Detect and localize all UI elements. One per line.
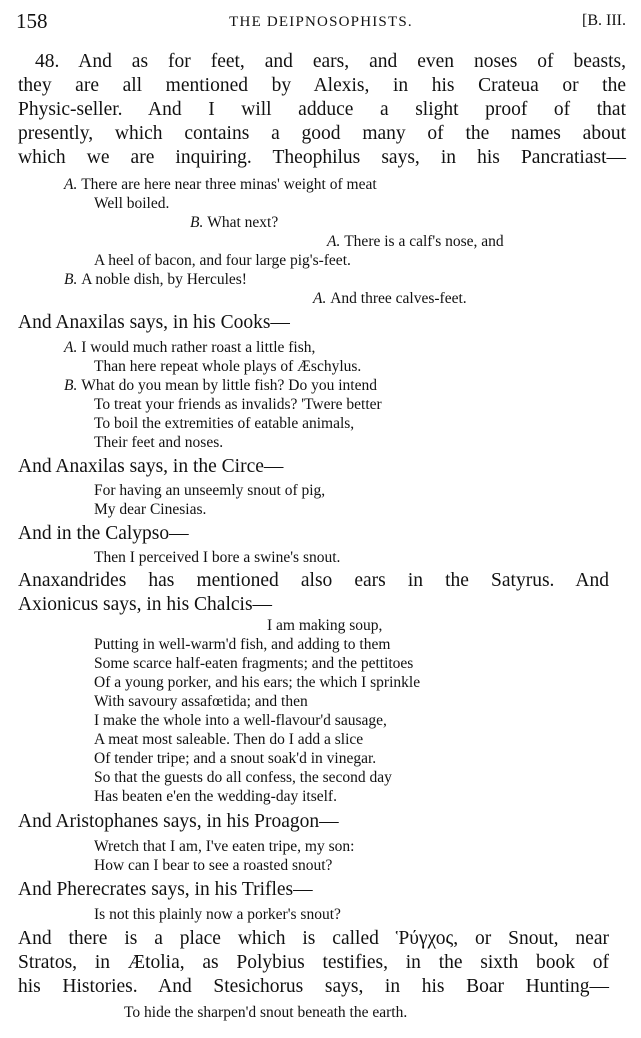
verse1-line4	[327, 232, 504, 252]
verse-text: What next?	[207, 214, 279, 231]
intro-pherecrates: And Pherecrates says, in his Trifles—	[18, 879, 313, 900]
verse5-line4: Of a young porker, and his ears; the which I sprinkle	[94, 674, 421, 691]
speaker-label: A.	[327, 233, 341, 250]
verse2-line2: Than here repeat whole plays of Æschylus.	[94, 358, 362, 375]
verse-text: There are here near three minas' weight of meat	[81, 176, 377, 193]
verse5-line2: Putting in well-warm'd fish, and adding to them	[94, 636, 391, 653]
verse4-line1: Then I perceived I bore a swine's snout.	[94, 549, 341, 566]
verse1-line7	[313, 289, 467, 309]
running-title: THE DEIPNOSOPHISTS.	[229, 14, 413, 30]
verse8-line1: To hide the sharpen'd snout beneath the earth.	[124, 1004, 408, 1021]
verse5-line3: Some scarce half-eaten fragments; and the pettitoes	[94, 655, 414, 672]
para1-line3: Physic-seller. And I will adduce a slight proof of that	[18, 99, 626, 120]
para8-line1: And there is a place which is called Ῥύγχος, or Snout, near	[18, 928, 609, 949]
para8-line3: his Histories. And Stesichorus says, in his Boar Hunting—	[18, 976, 609, 997]
verse2-line1	[64, 338, 315, 358]
speaker-label: A.	[64, 176, 78, 193]
verse2-line4: To treat your friends as invalids? 'Twere better	[94, 396, 382, 413]
speaker-label: B.	[190, 214, 204, 231]
verse5-line5: With savoury assafœtida; and then	[94, 693, 308, 710]
para5-line1: Anaxandrides has mentioned also ears in the Satyrus. And	[18, 570, 609, 591]
verse7-line1: Is not this plainly now a porker's snout?	[94, 906, 341, 923]
para1-line4: presently, which contains a good many of the names about	[18, 123, 626, 144]
verse5-line10: Has beaten e'en the wedding-day itself.	[94, 788, 337, 805]
intro-anaxilas-cooks: And Anaxilas says, in his Cooks—	[18, 312, 290, 333]
verse5-line8: Of tender tripe; and a snout soak'd in vinegar.	[94, 750, 377, 767]
intro-calypso: And in the Calypso—	[18, 523, 189, 544]
page-number: 158	[16, 9, 48, 33]
verse5-line9: So that the guests do all confess, the second day	[94, 769, 392, 786]
verse3-line2: My dear Cinesias.	[94, 501, 207, 518]
verse-text: What do you mean by little fish? Do you intend	[81, 377, 377, 394]
speaker-label: A.	[64, 339, 78, 356]
verse2-line6: Their feet and noses.	[94, 434, 224, 451]
running-header	[16, 9, 626, 35]
intro-aristophanes: And Aristophanes says, in his Proagon—	[18, 811, 339, 832]
verse-text: I would much rather roast a little fish,	[81, 339, 316, 356]
verse1-line3	[190, 213, 278, 233]
speaker-label: A.	[313, 290, 327, 307]
verse1-line5: A heel of bacon, and four large pig's-feet.	[94, 252, 351, 269]
verse-text: There is a calf's nose, and	[344, 233, 504, 250]
para1-line1: 48. And as for feet, and ears, and even noses of beasts,	[35, 51, 626, 72]
verse1-line1	[64, 175, 377, 195]
para8-line2: Stratos, in Ætolia, as Polybius testifies, in the sixth book of	[18, 952, 609, 973]
verse1-line6	[64, 270, 247, 290]
verse6-line2: How can I bear to see a roasted snout?	[94, 857, 333, 874]
verse6-line1: Wretch that I am, I've eaten tripe, my son:	[94, 838, 355, 855]
speaker-label: B.	[64, 271, 78, 288]
para1-line2: they are all mentioned by Alexis, in his Crateua or the	[18, 75, 626, 96]
book-reference: [B. III.	[582, 12, 626, 29]
verse5-line1: I am making soup,	[267, 617, 383, 634]
verse5-line7: A meat most saleable. Then do I add a slice	[94, 731, 364, 748]
verse-text: And three calves-feet.	[330, 290, 467, 307]
verse2-line3	[64, 376, 377, 396]
speaker-label: B.	[64, 377, 78, 394]
verse5-line6: I make the whole into a well-flavour'd sausage,	[94, 712, 387, 729]
para5-line2: Axionicus says, in his Chalcis—	[18, 594, 273, 615]
verse3-line1: For having an unseemly snout of pig,	[94, 482, 326, 499]
verse1-line2: Well boiled.	[94, 195, 170, 212]
verse-text: A noble dish, by Hercules!	[81, 271, 247, 288]
intro-anaxilas-circe: And Anaxilas says, in the Circe—	[18, 456, 284, 477]
para1-line5: which we are inquiring. Theophilus says, in his Pancratiast—	[18, 147, 626, 168]
verse2-line5: To boil the extremities of eatable animals,	[94, 415, 355, 432]
